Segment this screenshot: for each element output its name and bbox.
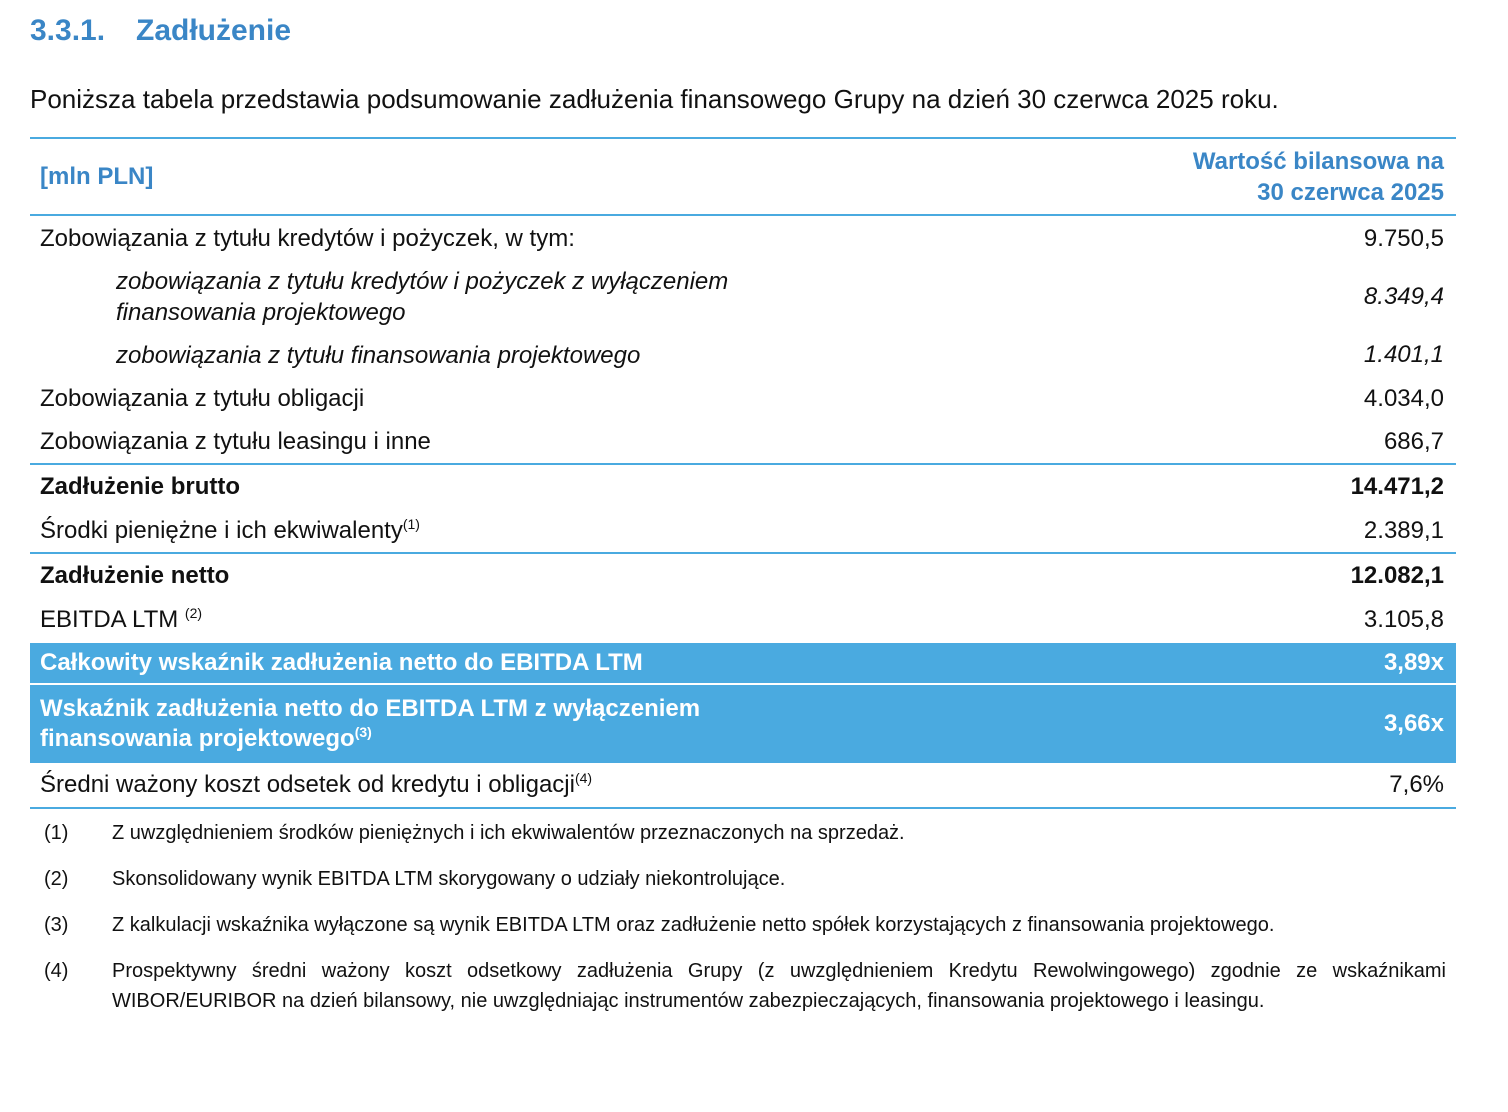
footnote: (1) Z uwzględnieniem środków pieniężnych i ich ekwiwalentów przeznaczonych na sprzedaż. — [44, 822, 905, 844]
highlight-row-ratio-excl-project: Wskaźnik zadłużenia netto do EBITDA LTM z wyłączeniem finansowania projektowego$^{(3)}$ 3,66x — [30, 683, 1456, 763]
table-row: Zobowiązania z tytułu leasingu i inne 686,7 — [40, 427, 1444, 455]
unit-header: [mln PLN] — [40, 162, 154, 190]
table-row: Średni ważony koszt odsetek od kredytu i obligacji$^{(4)}$ 7,6% — [30, 763, 1456, 809]
table-row: Środki pieniężne i ich ekwiwalenty$^{(1)}$ 2.389,1 — [40, 515, 1444, 544]
net-debt-row: Zadłużenie netto 12.082,1 — [30, 552, 1456, 598]
footnote-ref: (3) — [354, 724, 372, 740]
section-title: Zadłużenie — [136, 14, 292, 47]
footnote-ref: (2) — [184, 604, 203, 621]
intro-paragraph: Poniższa tabela przedstawia podsumowanie zadłużenia finansowego Grupy na dzień 30 czerwca 2025 roku. — [30, 84, 1279, 114]
value-header: Wartość bilansowa na 30 czerwca 2025 — [1192, 147, 1444, 206]
footnote: (4) Prospektywny średni ważony koszt odsetkowy zadłużenia Grupy (z uwzględnieniem Kredytu Rewolwingowego) zgodnie ze wskaźnikami WIBOR/EURIBOR na dzień bilansowy, nie uwzględniając instrumentów zabezpieczających, finansowania projektowego i leasingu. — [44, 960, 1446, 1012]
footnotes — [30, 818, 1446, 1032]
footnote-ref: (1) — [402, 515, 420, 532]
footnote-ref: (4) — [574, 770, 593, 786]
footnote: (3) Z kalkulacji wskaźnika wyłączone są wynik EBITDA LTM oraz zadłużenie netto spółek korzystających z finansowania projektowego. — [44, 914, 1275, 936]
gross-debt-row: Zadłużenie brutto 14.471,2 — [30, 463, 1456, 509]
table-row: EBITDA LTM $^{(2)}$ 3.105,8 — [40, 604, 1444, 633]
table-row: Zobowiązania z tytułu kredytów i pożyczek, w tym: 9.750,5 — [40, 224, 1444, 252]
table-row: zobowiązania z tytułu kredytów i pożyczek z wyłączeniem finansowania projektowego 8.349,4 — [116, 268, 1444, 326]
footnote: (2) Skonsolidowany wynik EBITDA LTM skorygowany o udziały niekontrolujące. — [44, 868, 786, 890]
section-heading — [30, 14, 291, 48]
highlight-row-total-ratio: Całkowity wskaźnik zadłużenia netto do EBITDA LTM 3,89x — [30, 641, 1456, 683]
debt-table — [30, 137, 1456, 809]
section-number: 3.3.1. — [30, 14, 106, 47]
table-row: zobowiązania z tytułu finansowania projektowego 1.401,1 — [116, 341, 1444, 369]
table-row: Zobowiązania z tytułu obligacji 4.034,0 — [40, 384, 1444, 412]
table-header — [30, 137, 1456, 216]
